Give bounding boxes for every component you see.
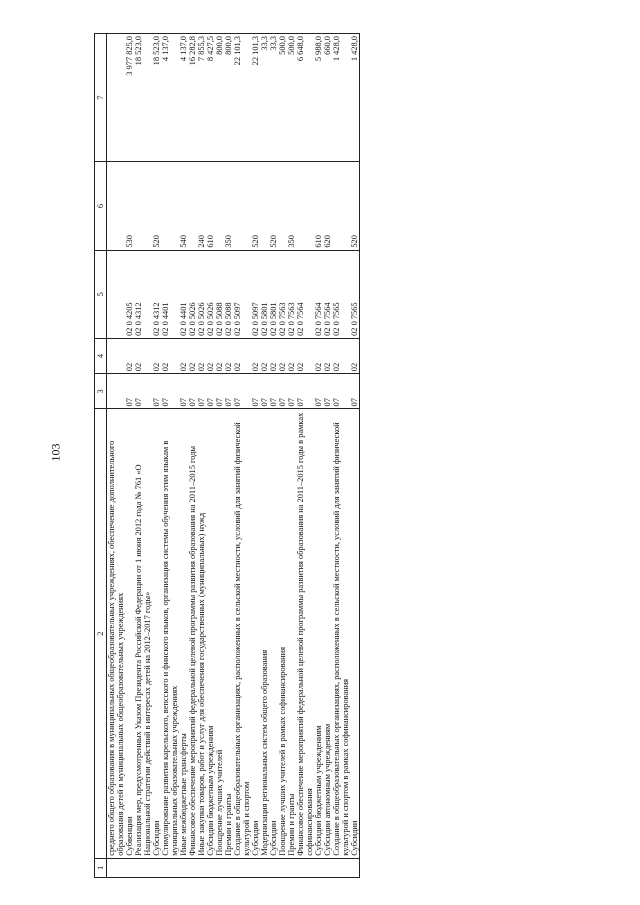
row-amount: 18 523,0	[152, 34, 161, 162]
row-amount: 16 282,8	[188, 34, 197, 162]
row-expense-type: 520	[350, 162, 360, 250]
table-row	[260, 34, 269, 878]
row-index-cell	[314, 858, 323, 877]
row-expense-type: 350	[224, 162, 233, 250]
table-row	[350, 34, 360, 878]
table-row	[287, 34, 296, 878]
row-subsection: 02	[350, 338, 360, 373]
row-amount: 33,3	[269, 34, 278, 162]
row-subsection: 02	[332, 338, 350, 373]
row-target-article: 02 0 4205	[125, 250, 134, 338]
row-expense-type	[134, 162, 152, 250]
row-amount: 1 428,0	[350, 34, 360, 162]
table-row	[179, 34, 188, 878]
row-expense-type: 530	[125, 162, 134, 250]
row-subsection: 02	[260, 338, 269, 373]
row-amount: 4 137,0	[161, 34, 179, 162]
table-row	[125, 34, 134, 878]
col-header-5: 5	[95, 250, 107, 338]
row-amount: 3 977 825,0	[125, 34, 134, 162]
row-target-article	[107, 250, 126, 338]
row-name: Иные закупки товаров, работ и услуг для обеспечения государственных (муниципальных) нужд	[197, 409, 206, 858]
row-section: 07	[152, 374, 161, 409]
row-section	[107, 374, 126, 409]
row-name: Финансовое обеспечение мероприятий федеральной целевой программы развития образования на 2011–2015 годы	[188, 409, 197, 858]
row-target-article: 02 0 5088	[215, 250, 224, 338]
row-index-cell	[350, 858, 360, 877]
row-amount: 18 523,0	[134, 34, 152, 162]
row-subsection: 02	[134, 338, 152, 373]
row-name: Премии и гранты	[224, 409, 233, 858]
row-section: 07	[332, 374, 350, 409]
row-section: 07	[278, 374, 287, 409]
row-name: Субсидии	[269, 409, 278, 858]
row-expense-type	[215, 162, 224, 250]
row-subsection: 02	[152, 338, 161, 373]
row-expense-type: 610	[206, 162, 215, 250]
row-expense-type	[188, 162, 197, 250]
table-row	[161, 34, 179, 878]
row-index-cell	[233, 858, 251, 877]
row-index-cell	[125, 858, 134, 877]
row-index-cell	[152, 858, 161, 877]
row-name: Субсидии бюджетным учреждениям	[206, 409, 215, 858]
row-subsection: 02	[206, 338, 215, 373]
row-name: Реализация мер, предусмотренных Указом Президента Российской Федерации от 1 июня 2012 года № 761 «О Национальной стратегии действий в интересах детей на 2012–2017 годы»	[134, 409, 152, 858]
row-amount: 7 855,3	[197, 34, 206, 162]
row-index-cell	[224, 858, 233, 877]
row-target-article: 02 0 7565	[350, 250, 360, 338]
row-amount: 22 101,3	[233, 34, 251, 162]
row-amount: 660,0	[323, 34, 332, 162]
row-target-article: 02 0 7564	[323, 250, 332, 338]
row-name: Субсидии	[251, 409, 260, 858]
row-index-cell	[287, 858, 296, 877]
col-header-3: 3	[95, 374, 107, 409]
table-row	[152, 34, 161, 878]
row-index-cell	[134, 858, 152, 877]
row-index-cell	[296, 858, 314, 877]
row-target-article: 02 0 5801	[260, 250, 269, 338]
row-name: Субсидии бюджетным учреждениям	[314, 409, 323, 858]
row-amount: 500,0	[287, 34, 296, 162]
col-header-7: 7	[95, 34, 107, 162]
row-target-article: 02 0 5097	[233, 250, 251, 338]
row-amount	[107, 34, 126, 162]
row-section: 07	[215, 374, 224, 409]
row-section: 07	[134, 374, 152, 409]
row-expense-type: 350	[287, 162, 296, 250]
row-section: 07	[350, 374, 360, 409]
row-section: 07	[125, 374, 134, 409]
row-target-article: 02 0 7563	[278, 250, 287, 338]
row-section: 07	[233, 374, 251, 409]
row-target-article: 02 0 7563	[287, 250, 296, 338]
row-name: Поощрение лучших учителей	[215, 409, 224, 858]
col-header-2: 2	[95, 409, 107, 858]
row-section: 07	[179, 374, 188, 409]
row-target-article: 02 0 5801	[269, 250, 278, 338]
row-target-article: 02 0 5088	[224, 250, 233, 338]
row-section: 07	[251, 374, 260, 409]
row-expense-type: 520	[251, 162, 260, 250]
row-subsection: 02	[323, 338, 332, 373]
row-subsection: 02	[251, 338, 260, 373]
table-row	[134, 34, 152, 878]
table-row	[269, 34, 278, 878]
row-subsection: 02	[125, 338, 134, 373]
row-section: 07	[188, 374, 197, 409]
row-index-cell	[269, 858, 278, 877]
row-amount: 800,0	[224, 34, 233, 162]
table-row	[206, 34, 215, 878]
row-subsection	[107, 338, 126, 373]
row-section: 07	[161, 374, 179, 409]
table-row	[278, 34, 287, 878]
row-name: Иные межбюджетные трансферты	[179, 409, 188, 858]
row-index-cell	[215, 858, 224, 877]
table-row	[215, 34, 224, 878]
row-amount: 800,0	[215, 34, 224, 162]
row-amount: 4 137,0	[179, 34, 188, 162]
row-name: Финансовое обеспечение мероприятий федеральной целевой программы развития образования на 2011–2015 годы в рамках софинансирования	[296, 409, 314, 858]
row-target-article: 02 0 5097	[251, 250, 260, 338]
table-row	[296, 34, 314, 878]
row-expense-type	[332, 162, 350, 250]
row-target-article: 02 0 5026	[197, 250, 206, 338]
row-index-cell	[161, 858, 179, 877]
row-index-cell	[278, 858, 287, 877]
row-target-article: 02 0 4312	[152, 250, 161, 338]
row-section: 07	[287, 374, 296, 409]
row-expense-type: 620	[323, 162, 332, 250]
row-index-cell	[251, 858, 260, 877]
row-index-cell	[188, 858, 197, 877]
table-row	[107, 34, 126, 878]
table-row	[251, 34, 260, 878]
row-target-article: 02 0 7564	[296, 250, 314, 338]
row-target-article: 02 0 4312	[134, 250, 152, 338]
row-name: Стимулирование развития карельского, вепсского и финского языков, организация системы обучения этим языкам в муниципальных образовательных учреждениях	[161, 409, 179, 858]
row-subsection: 02	[179, 338, 188, 373]
row-name: Субсидии	[152, 409, 161, 858]
row-name: Создание в общеобразовательных организациях, расположенных в сельской местности, условий для занятий физической культурой и спортом	[233, 409, 251, 858]
budget-table	[94, 33, 360, 878]
row-amount: 8 427,5	[206, 34, 215, 162]
col-header-1: 1	[95, 858, 107, 877]
row-target-article: 02 0 7565	[332, 250, 350, 338]
table-row	[197, 34, 206, 878]
row-subsection: 02	[161, 338, 179, 373]
table-row	[188, 34, 197, 878]
row-target-article: 02 0 5026	[188, 250, 197, 338]
row-expense-type	[107, 162, 126, 250]
row-expense-type	[278, 162, 287, 250]
row-target-article: 02 0 5026	[206, 250, 215, 338]
row-index-cell	[197, 858, 206, 877]
row-name: Субвенции	[125, 409, 134, 858]
row-expense-type	[161, 162, 179, 250]
page-number: 103	[48, 443, 63, 462]
row-name: Создание в общеобразовательных организациях, расположенных в сельской местности, условий для занятий физической культурой и спортом в рамках софинансирования	[332, 409, 350, 858]
row-name: среднего общего образования в муниципальных общеобразовательных учреждениях, обеспечение дополнительного образования детей в муниципальных общеобразовательных учреждениях	[107, 409, 126, 858]
row-subsection: 02	[215, 338, 224, 373]
row-amount: 5 988,0	[314, 34, 323, 162]
row-subsection: 02	[224, 338, 233, 373]
row-name: Модернизация региональных систем общего образования	[260, 409, 269, 858]
table-body	[107, 34, 360, 878]
row-target-article: 02 0 7564	[314, 250, 323, 338]
row-section: 07	[224, 374, 233, 409]
row-expense-type	[260, 162, 269, 250]
row-section: 07	[269, 374, 278, 409]
row-section: 07	[260, 374, 269, 409]
row-expense-type: 520	[152, 162, 161, 250]
row-name: Субсидии автономным учреждениям	[323, 409, 332, 858]
row-target-article: 02 0 4401	[179, 250, 188, 338]
row-name: Премии и гранты	[287, 409, 296, 858]
row-subsection: 02	[197, 338, 206, 373]
row-index-cell	[323, 858, 332, 877]
row-section: 07	[197, 374, 206, 409]
row-index-cell	[206, 858, 215, 877]
row-subsection: 02	[269, 338, 278, 373]
row-expense-type: 610	[314, 162, 323, 250]
row-section: 07	[314, 374, 323, 409]
row-amount: 500,0	[278, 34, 287, 162]
table-row	[233, 34, 251, 878]
row-subsection: 02	[188, 338, 197, 373]
row-expense-type: 540	[179, 162, 188, 250]
row-expense-type: 240	[197, 162, 206, 250]
row-section: 07	[323, 374, 332, 409]
table-row	[332, 34, 350, 878]
row-index-cell	[107, 858, 126, 877]
row-section: 07	[296, 374, 314, 409]
row-amount: 22 101,3	[251, 34, 260, 162]
row-subsection: 02	[296, 338, 314, 373]
row-subsection: 02	[278, 338, 287, 373]
header-row	[95, 34, 107, 878]
row-index-cell	[332, 858, 350, 877]
table-row	[224, 34, 233, 878]
table-row	[314, 34, 323, 878]
row-name: Поощрение лучших учителей в рамках софинансирования	[278, 409, 287, 858]
row-subsection: 02	[287, 338, 296, 373]
rotated-table-container	[94, 33, 550, 878]
row-expense-type	[296, 162, 314, 250]
col-header-6: 6	[95, 162, 107, 250]
row-expense-type: 520	[269, 162, 278, 250]
row-subsection: 02	[314, 338, 323, 373]
row-name: Субсидии	[350, 409, 360, 858]
row-subsection: 02	[233, 338, 251, 373]
row-index-cell	[260, 858, 269, 877]
table-row	[323, 34, 332, 878]
row-section: 07	[206, 374, 215, 409]
row-index-cell	[179, 858, 188, 877]
row-amount: 6 648,0	[296, 34, 314, 162]
col-header-4: 4	[95, 338, 107, 373]
row-target-article: 02 0 4401	[161, 250, 179, 338]
row-amount: 1 428,0	[332, 34, 350, 162]
row-expense-type	[233, 162, 251, 250]
row-amount: 33,3	[260, 34, 269, 162]
